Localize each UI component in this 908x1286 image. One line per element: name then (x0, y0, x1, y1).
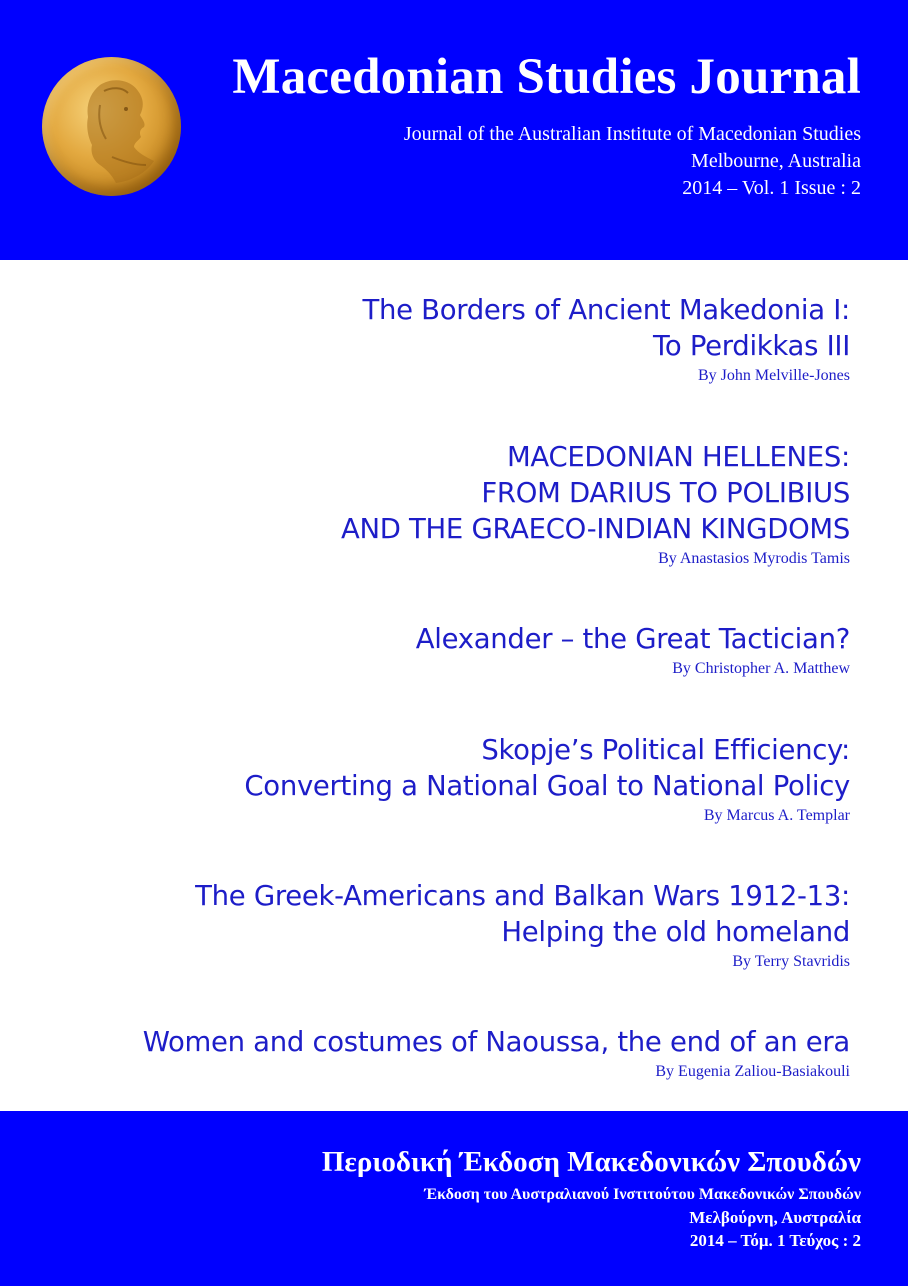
article-title-line: Helping the old homeland (501, 916, 850, 948)
article-author: By Eugenia Zaliou-Basiakouli (655, 1063, 850, 1080)
greek-journal-subtitle: Έκδοση του Αυστραλιανού Ινστιτούτου Μακεδονικών Σπουδών (424, 1186, 861, 1203)
article-title-line: The Borders of Ancient Makedonia I: (362, 294, 850, 326)
header-band (0, 0, 908, 260)
article-title-line: AND THE GRAECO-INDIAN KINGDOMS (340, 513, 850, 545)
article-author: By Marcus A. Templar (703, 807, 850, 824)
article-entry[interactable] (143, 1024, 850, 1082)
greek-journal-title: Περιοδική Έκδοση Μακεδονικών Σπουδών (321, 1146, 861, 1178)
greek-journal-issue: 2014 – Τόμ. 1 Τεύχος : 2 (689, 1231, 861, 1250)
article-title-line: MACEDONIAN HELLENES: (506, 441, 850, 473)
article-entry[interactable] (244, 732, 850, 826)
footer-band (0, 1111, 908, 1286)
article-title-line: Alexander – the Great Tactician? (415, 623, 850, 655)
article-author: By Terry Stavridis (732, 953, 850, 970)
article-author: By John Melville-Jones (698, 367, 850, 384)
article-author: By Christopher A. Matthew (672, 660, 850, 677)
article-title-line: Skopje’s Political Efficiency: (481, 734, 850, 766)
article-entry[interactable] (362, 292, 850, 386)
greek-journal-location: Μελβούρνη, Αυστραλία (689, 1208, 861, 1227)
article-title-line: Women and costumes of Naoussa, the end of an era (142, 1026, 850, 1058)
article-title-line: The Greek-Americans and Balkan Wars 1912-13: (195, 880, 850, 912)
article-title-line: To Perdikkas III (653, 330, 850, 362)
article-title-line: Converting a National Goal to National Policy (244, 770, 850, 802)
gold-coin-portrait-icon (42, 57, 181, 196)
journal-subtitle: Journal of the Australian Institute of Macedonian Studies (403, 123, 861, 145)
journal-issue: 2014 – Vol. 1 Issue : 2 (682, 177, 861, 199)
journal-location: Melbourne, Australia (691, 150, 861, 172)
journal-title: Macedonian Studies Journal (232, 49, 861, 105)
article-title-line: FROM DARIUS TO POLIBIUS (481, 477, 850, 509)
article-entry[interactable] (195, 878, 850, 972)
article-entry[interactable] (341, 439, 850, 569)
article-entry[interactable] (416, 621, 850, 679)
article-author: By Anastasios Myrodis Tamis (658, 550, 850, 567)
